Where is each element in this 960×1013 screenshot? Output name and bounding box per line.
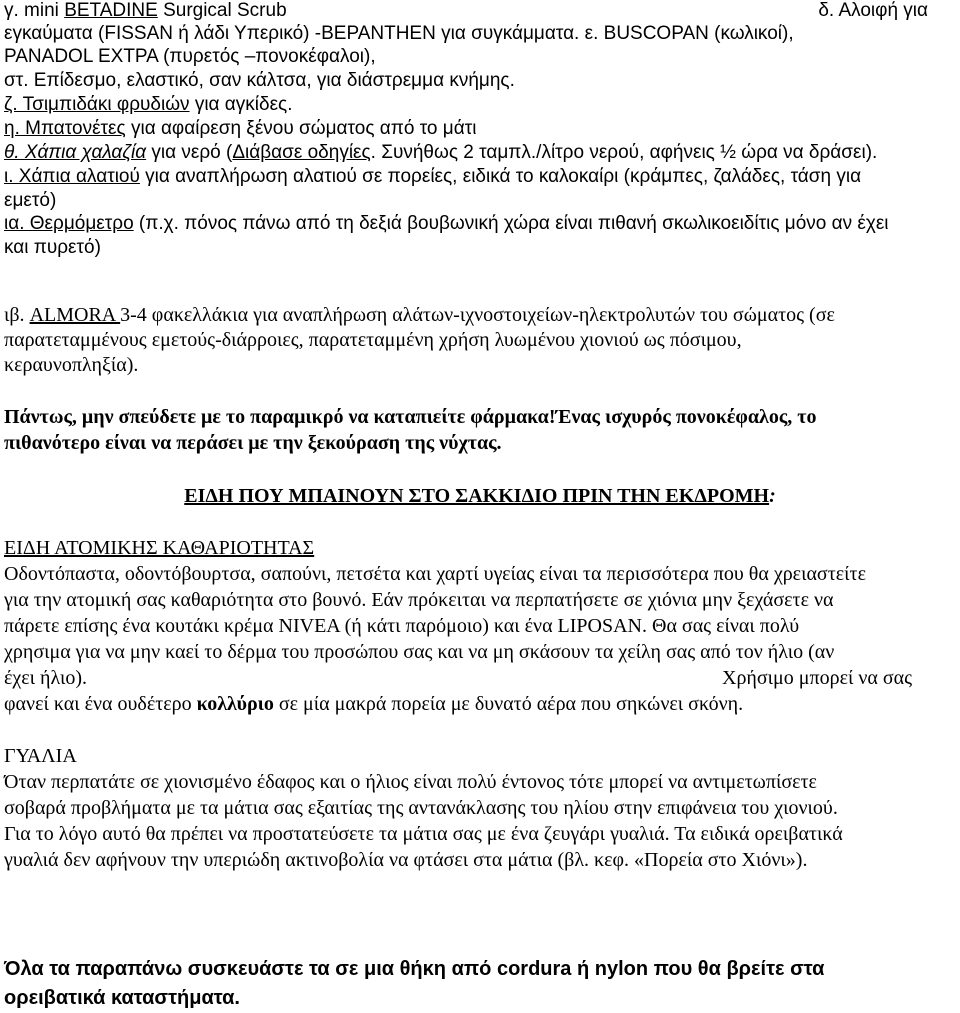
item-ia-line <box>4 211 889 237</box>
glasses-heading: ΓΥΑΛΙΑ <box>4 745 77 767</box>
almora-line-1 <box>4 302 835 328</box>
glasses-line-4: γυαλιά δεν αφήνουν την υπεριώδη ακτινοβολία να φτάσει στα μάτια (βλ. κεφ. «Πορεία στο Χιόνι»). <box>4 849 808 871</box>
hygiene-line-6 <box>4 691 743 717</box>
almora-label: ALMORA <box>29 304 121 326</box>
glasses-line-1: Όταν περπατάτε σε χιονισμένο έδαφος και ο ήλιος είναι πολύ έντονος τότε μπορεί να αντιμετωπίσετε <box>4 771 817 793</box>
item-th-mid: για νερό ( <box>146 142 233 163</box>
item-h-line <box>4 116 476 142</box>
section-title <box>0 483 960 509</box>
betadine-label: BETADINE <box>64 0 158 21</box>
hygiene-line-6-c: σε μία μακρά πορεία με δυνατό αέρα που σηκώνει σκόνη. <box>273 693 744 715</box>
hygiene-heading <box>4 535 314 561</box>
section-title-text: ΕΙΔΗ ΠΟΥ ΜΠΑΙΝΟΥΝ ΣΤΟ ΣΑΚΚΙΔΙΟ ΠΡΙΝ ΤΗΝ ΕΚΔΡΟΜΗ <box>184 485 770 507</box>
item-th-label: θ. Χάπια χαλαζία <box>4 142 147 163</box>
almora-line-3: κεραυνοπληξία). <box>4 354 139 376</box>
almora-line-2: παρατεταμμένους εμετούς-διάρροιες, παρατεταμμένη χρήση λυωμένου χιονιού ως πόσιμου, <box>4 329 742 351</box>
item-st-line: στ. Επίδεσμο, ελαστικό, σαν κάλτσα, για διάστρεμμα κνήμης. <box>4 70 515 91</box>
item-g-prefix: γ. mini <box>4 0 65 21</box>
almora-prefix: ιβ. <box>4 304 30 326</box>
hygiene-line-5-left: έχει ήλιο). <box>4 667 88 689</box>
closing-line-1: Όλα τα παραπάνω συσκευάστε τα σε μια θήκη από cordura ή nylon που θα βρείτε στα <box>4 958 825 980</box>
item-ia-rest: (π.χ. πόνος πάνω από τη δεξιά βουβωνική χώρα είναι πιθανή σκωλικοειδίτις μόνο αν έχει <box>133 213 889 234</box>
item-z-line <box>4 92 293 118</box>
section-title-suffix: : <box>769 485 776 507</box>
hygiene-line-6-a: φανεί και ένα ουδέτερο <box>4 693 197 715</box>
item-ia-cont: και πυρετό) <box>4 237 101 258</box>
warning-line-1: Πάντως, μην σπεύδετε με το παραμικρό να καταπιείτε φάρμακα!Ένας ισχυρός πονοκέφαλος, το <box>4 406 817 428</box>
closing-line-2: ορειβατικά καταστήματα. <box>4 987 240 1009</box>
hygiene-line-3: πάρετε επίσης ένα κουτάκι κρέμα NIVEA (ή κάτι παρόμοιο) και ένα LIPOSAN. Θα σας είναι πολύ <box>4 615 800 637</box>
hygiene-line-4: χρησιμα για να μην καεί το δέρμα του προσώπου σας και να μη σκάσουν τα χείλη σας από τον ήλιο (αν <box>4 641 835 663</box>
almora-rest: 3-4 φακελλάκια για αναπλήρωση αλάτων-ιχνοστοιχείων-ηλεκτρολυτών του σώματος (σε <box>120 304 835 326</box>
hygiene-line-5-right: Χρήσιμο μπορεί να σας <box>722 667 913 689</box>
item-d-e-line: εγκαύματα (FISSAN ή λάδι Υπερικό) -BEPANTHEN για συγκάμματα. ε. BUSCOPAN (κωλικοί), <box>4 23 794 44</box>
glasses-line-2: σοβαρά προβλήματα με τα μάτια σας εξαιτίας της αντανάκλασης του ηλίου στην επιφάνεια του χιονιού. <box>4 797 838 819</box>
item-h-rest: για αφαίρεση ξένου σώματος από το μάτι <box>125 118 477 139</box>
panadol-line: PANADOL EXTPA (πυρετός –πονοκέφαλοι), <box>4 46 376 67</box>
eye-drops-label: κολλύριο <box>196 693 274 715</box>
item-d-start: δ. Αλοιφή για <box>818 0 928 21</box>
item-z-label: ζ. Τσιμπιδάκι φρυδιών <box>4 94 190 115</box>
warning-line-2: πιθανότερο είναι να περάσει με την ξεκούραση της νύχτας. <box>4 432 502 454</box>
item-i-line <box>4 164 861 190</box>
hygiene-line-1: Οδοντόπαστα, οδοντόβουρτσα, σαπούνι, πετσέτα και χαρτί υγείας είναι τα περισσότερα που θα χρειαστείτε <box>4 563 866 585</box>
glasses-line-3: Για το λόγο αυτό θα πρέπει να προστατεύσετε τα μάτια σας με ένα ζευγάρι γυαλιά. Τα ειδικά ορειβατικά <box>4 823 843 845</box>
item-th-line <box>4 140 877 166</box>
item-ia-label: ια. Θερμόμετρο <box>4 213 134 234</box>
item-i-rest: για αναπλήρωση αλατιού σε πορείες, ειδικά το καλοκαίρι (κράμπες, ζαλάδες, τάση για <box>139 166 862 187</box>
item-g-rest: Surgical Scrub <box>157 0 287 21</box>
hygiene-line-2: για την ατομική σας καθαριότητα στο βουνό. Εάν πρόκειται να περπατήσετε σε χιόνια μην ξεχάσετε να <box>4 589 834 611</box>
item-z-rest: για αγκίδες. <box>189 94 293 115</box>
hygiene-heading-text: ΕΙΔΗ ΑΤΟΜΙΚΗΣ ΚΑΘΑΡΙΟΤΗΤΑΣ <box>4 537 315 559</box>
item-h-label: η. Μπατονέτες <box>4 118 126 139</box>
item-th-instructions: Διάβασε οδηγίες <box>232 142 371 163</box>
item-th-rest: . Συνήθως 2 ταμπλ./λίτρο νερού, αφήνεις ½ ώρα να δράσει). <box>370 142 878 163</box>
item-i-cont: εμετό) <box>4 190 57 211</box>
item-i-label: ι. Χάπια αλατιού <box>4 166 140 187</box>
